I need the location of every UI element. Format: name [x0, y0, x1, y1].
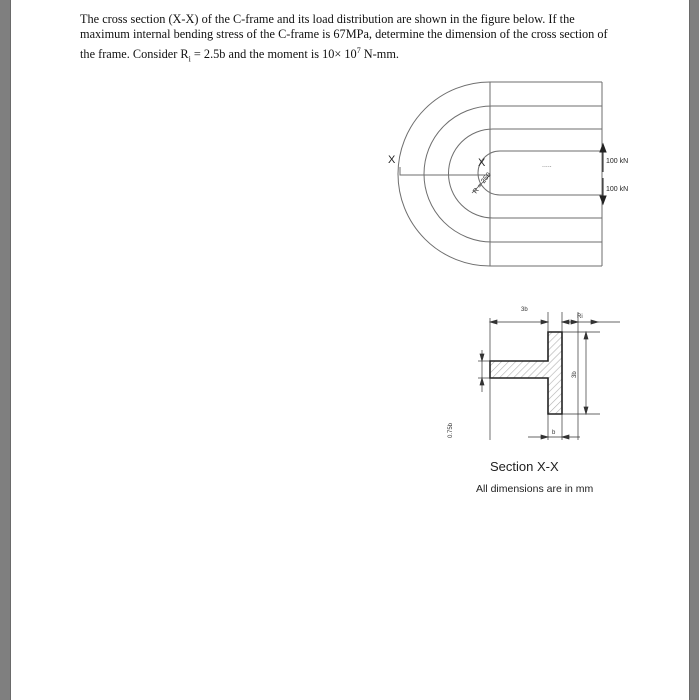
- frame-mid-line: [424, 106, 602, 242]
- centroid-dots: .....: [542, 162, 552, 169]
- radius-label: R = 250: [472, 171, 493, 196]
- dimension-label-left: 0.75b: [448, 422, 454, 438]
- dimension-label-ri: Ri: [577, 314, 583, 320]
- frame-outer-edge: [398, 82, 602, 266]
- load-label-top: 100 kN: [606, 158, 629, 165]
- section-title: Section X-X: [490, 459, 559, 474]
- c-frame-drawing: [398, 82, 602, 266]
- frame-hole-edge: [478, 151, 602, 195]
- section-cut-line: [400, 167, 490, 175]
- dimensions-note: All dimensions are in mm: [476, 483, 594, 495]
- dimension-label-side: 3b: [572, 371, 578, 378]
- load-label-bottom: 100 kN: [606, 186, 629, 193]
- section-mark-right: X: [478, 157, 486, 169]
- statement-line-3: the frame. Consider $R_i = 2.5b$ and the moment is $10\times 10^7$ N-mm.: [80, 45, 399, 64]
- frame-inner-edge: [449, 129, 603, 218]
- dimension-label-top: 3b: [521, 307, 528, 313]
- statement-line-2: maximum internal bending stress of the C-frame is 67MPa, determine the dimension of the cross section of: [80, 27, 608, 42]
- statement-line-1: The cross section (X-X) of the C-frame and its load distribution are shown in the figure below. If the: [80, 12, 575, 26]
- dimension-label-bottom: b: [552, 430, 556, 436]
- tee-section-shape: [490, 332, 562, 414]
- cross-section-drawing: [490, 332, 562, 414]
- section-mark-left: X: [388, 154, 396, 166]
